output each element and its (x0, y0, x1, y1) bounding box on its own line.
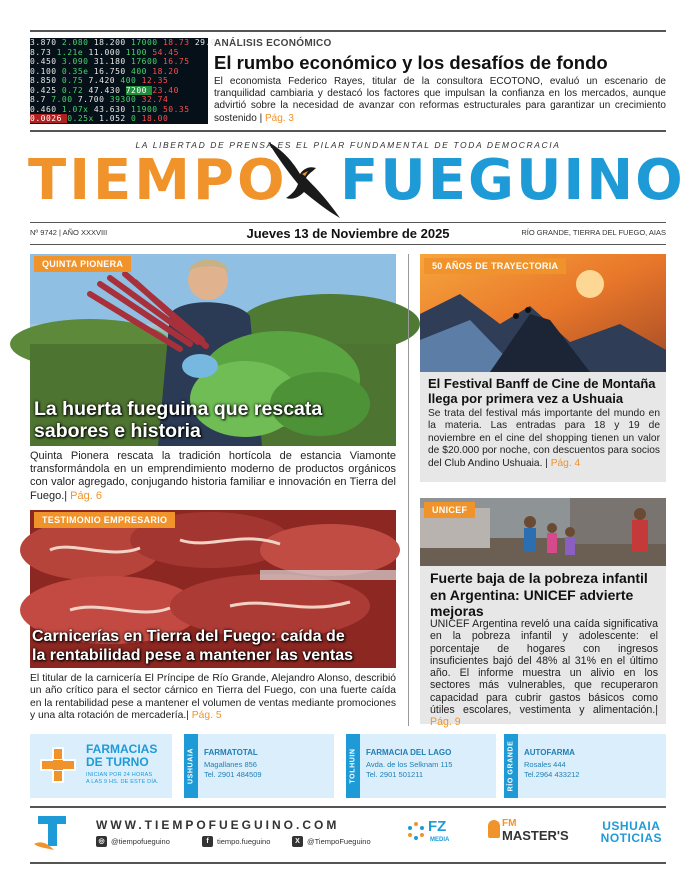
ticker-cell: 0 (131, 114, 142, 123)
microphone-icon (488, 820, 500, 838)
x-icon: X (292, 836, 303, 847)
story2-headline[interactable] (32, 627, 402, 665)
ticker-cell: 16.75 (162, 57, 190, 66)
ticker-cell: 18.200 (93, 38, 132, 47)
story3-page-ref[interactable]: Pág. 4 (550, 457, 581, 469)
ticker-cell: 0.25x (67, 114, 100, 123)
pharmacy-address: Rosales 444 (524, 760, 566, 769)
ushuaia-noticias-line1: USHUAIA (602, 819, 661, 833)
pharmacy-city-label (346, 734, 360, 798)
ticker-cell: 11.000 (88, 47, 126, 57)
ticker-cell: 54.45 (152, 47, 179, 57)
pharmacy-city-ushuaia: USHUAIA (187, 747, 195, 785)
pharmacy-city-rio-grande: RÍO GRANDE (507, 740, 515, 792)
top-body-text: El economista Federico Rayes, titular de la consultora ECOTONO, evaluó un escenario de tranquilidad cambiaria y destacó los factores que impulsan la confianza en los mercados, aunque advirtió sobre la necesidad de avanzar con reformas estructurales para garantizar un crecimiento sostenido | (214, 76, 666, 124)
pharmacy-city-tolhuin: TOLHUIN (349, 748, 357, 784)
story2-headline-line1: Carnicerías en Tierra del Fuego: caída de (32, 628, 345, 645)
ticker-row (30, 105, 208, 115)
ticker-cell: 7.700 (77, 95, 110, 104)
ticker-cell: 8.7 (30, 95, 52, 104)
ticker-cell: 23.40 (152, 85, 179, 95)
top-page-ref[interactable]: Pág. 3 (264, 112, 294, 124)
ticker-cell: 1.07x (61, 104, 94, 114)
ticker-row (30, 67, 208, 77)
pharmacies-on-duty (30, 734, 666, 798)
story2-headline-line2: la rentabilidad pese a mantener las ventas (32, 647, 354, 664)
top-body (214, 76, 666, 125)
pharmacy-phone: Tel. 2901 484509 (204, 770, 262, 779)
pharmacy-note-line2: A LAS 9 HS. DE ESTE DÍA. (86, 779, 159, 785)
ticker-cell: 0.460 (30, 104, 62, 114)
meta-bottom-rule (30, 244, 666, 245)
story3-body (428, 408, 660, 470)
ticker-cell: 2.080 (61, 38, 94, 47)
x-link[interactable] (292, 836, 371, 847)
meta-top-rule (30, 222, 666, 223)
ticker-cell: 50.35 (162, 104, 190, 114)
issue-place: RÍO GRANDE, TIERRA DEL FUEGO, AIAS (521, 228, 666, 237)
story1-tag: QUINTA PIONERA (34, 256, 131, 272)
ticker-cell: 7200 (125, 85, 153, 95)
x-handle: @TiempoFueguino (307, 837, 371, 846)
ticker-row (30, 48, 208, 58)
ticker-cell: 1.21e (56, 47, 89, 57)
top-rule (30, 30, 666, 32)
story1-body (30, 450, 396, 503)
pharmacy-title (86, 743, 157, 769)
footer-top-rule (30, 806, 666, 808)
ushuaia-noticias-logo[interactable] (601, 820, 662, 844)
pharmacy-ushuaia[interactable] (184, 734, 334, 798)
pharmacy-title-line2: DE TURNO (86, 755, 149, 769)
footer-bottom-rule (30, 862, 666, 864)
story2-body (30, 673, 396, 723)
story1-headline-line1: La huerta fueguina que rescata (34, 398, 323, 420)
story4-body (430, 618, 658, 729)
ticker-cell: 8.850 (30, 76, 62, 85)
ticker-cell: 32.74 (141, 95, 169, 104)
story1-body-text: Quinta Pionera rescata la tradición hortícola de estancia Viamonte transformándola en un emprendimiento moderno de productos orgánicos con valor agregado, conjugando historia familiar e innovación en Tierra del Fuego.| (30, 450, 396, 502)
site-url-link[interactable]: WWW.TIEMPOFUEGUINO.COM (96, 818, 340, 832)
pharmacy-rio-grande[interactable] (504, 734, 666, 798)
story1-page-ref[interactable]: Pág. 6 (70, 489, 102, 502)
ticker-row (30, 57, 208, 67)
unicef-story[interactable] (420, 498, 666, 729)
ticker-cell: 3.870 (30, 38, 62, 47)
pharmacy-address: Avda. de los Selknam 115 (366, 760, 453, 769)
fz-text: FZ (428, 818, 447, 835)
pharmacy-tolhuin[interactable] (346, 734, 496, 798)
pharmacy-name: AUTOFARMA (524, 748, 575, 757)
pharmacy-note (86, 772, 159, 786)
economic-analysis-teaser[interactable] (30, 34, 666, 124)
ticker-cell: 11900 (131, 104, 163, 114)
ticker-row (30, 95, 208, 105)
story1-headline-line2: sabores e historia (34, 420, 201, 442)
ticker-cell: 0.72 (61, 85, 89, 95)
fm-label: FM (502, 818, 517, 829)
motto: LA LIBERTAD DE PRENSA ES EL PILAR FUNDAMENTAL DE TODA DEMOCRACIA (135, 140, 561, 150)
ticker-cell: 18.73 (162, 38, 195, 47)
fz-dots-icon (406, 821, 426, 841)
story3-tag: 50 AÑOS DE TRAYECTORIA (424, 258, 566, 274)
ticker-cell: 0.425 (30, 85, 62, 95)
albatross-logo-icon (262, 138, 344, 222)
ticker-cell: 7.00 (51, 95, 78, 104)
issue-meta-bar (30, 226, 666, 240)
masthead-top-rule (30, 130, 666, 132)
story1-headline[interactable] (34, 398, 394, 442)
ticker-row (30, 114, 208, 124)
story2-page-ref[interactable]: Pág. 5 (191, 710, 222, 722)
ticker-cell: 0.75 (61, 76, 89, 85)
story2-body-text: El titular de la carnicería El Príncipe de Río Grande, Alejandro Alonso, describió un año crítico para el sector cárnico en Tierra del Fuego, con una fuerte caída en la rentabilidad pese a mantener el volumen de ventas mediante promociones y una alta rotación de mercadería.| (30, 673, 396, 722)
footer (30, 810, 666, 860)
stock-ticker-image (30, 38, 217, 124)
ticker-cell: 39300 (109, 95, 142, 104)
ticker-cell: 17000 (131, 38, 163, 47)
ticker-cell: 47.430 (88, 85, 126, 95)
brand-tiempo: TIEMPO (28, 148, 288, 213)
brand-fueguino: FUEGUINO (340, 148, 685, 213)
story4-tag: UNICEF (424, 502, 475, 518)
ticker-cell: 8.73 (30, 47, 57, 57)
ticker-cell: 29.0 (194, 38, 217, 47)
ticker-row (30, 38, 217, 48)
instagram-handle: @tiempofueguino (111, 837, 170, 846)
ticker-row (30, 76, 208, 86)
ticker-cell: 3.090 (61, 57, 94, 66)
top-headline[interactable]: El rumbo económico y los desafíos de fondo (214, 52, 608, 73)
issue-date: Jueves 13 de Noviembre de 2025 (246, 226, 450, 241)
pharmacy-brand-box (30, 734, 172, 798)
ticker-cell: 0.450 (30, 57, 62, 66)
pharmacy-cross-icon (40, 747, 76, 783)
ticker-cell: 7.420 (88, 76, 121, 85)
story4-page-ref[interactable]: Pág. 9 (430, 716, 461, 729)
facebook-icon: f (202, 836, 213, 847)
story3-body-text: Se trata del festival más importante del mundo en la materia. Las entradas para 18 y 19 de noviembre en el cine del shopping tienen un valor de $20.000 por noche, con descuentos para socios del Club Andino Ushuaia. | (428, 408, 660, 469)
ticker-cell: 0.35e (61, 66, 94, 76)
story2-tag: TESTIMONIO EMPRESARIO (34, 512, 175, 528)
instagram-link[interactable] (96, 836, 170, 847)
ticker-cell: 12.35 (141, 76, 169, 85)
issue-number: Nº 9742 | AÑO XXXVIII (30, 228, 108, 237)
ticker-cell: 0.0026 (30, 114, 68, 123)
ticker-cell: 18.00 (141, 114, 169, 123)
ushuaia-noticias-line2: NOTICIAS (600, 831, 662, 845)
ticker-cell: 400 (120, 76, 142, 85)
pharmacy-name: FARMATOTAL (204, 748, 258, 757)
fm-name: MASTER'S (502, 828, 569, 843)
fz-sub: MEDIA (430, 837, 450, 843)
ticker-cell: 1100 (125, 47, 153, 57)
facebook-link[interactable] (202, 836, 270, 847)
story4-headline[interactable]: Fuerte baja de la pobreza infantil en Argentina: UNICEF advierte mejoras (430, 570, 648, 619)
pharmacy-title-line1: FARMACIAS (86, 742, 158, 756)
ticker-row (30, 86, 208, 96)
ticker-cell: 0.100 (30, 66, 62, 76)
ticker-cell: 17600 (131, 57, 163, 66)
pharmacy-phone: Tel. 2901 501211 (366, 770, 423, 779)
ticker-cell: 400 (131, 66, 153, 76)
story4-body-text: UNICEF Argentina reveló una caída significativa en la pobreza infantil y adolescente: el porcentaje de hogares con ingresos insuficientes bajó del 48% al 31% en el último año. El informe muestra un alivio en los sectores más vulnerables, que recuperaron capacidad para cubrir gastos básicos como útiles escolares, vestimenta y alimentación.| (430, 618, 658, 717)
column-divider (408, 254, 409, 726)
story3-headline[interactable]: El Festival Banff de Cine de Montaña llega por primera vez a Ushuaia (428, 376, 656, 406)
pharmacy-city-label (184, 734, 198, 798)
pharmacy-note-line1: INICIAN POR 24 HORAS (86, 772, 153, 778)
facebook-handle: tiempo.fueguino (217, 837, 271, 846)
pharmacy-phone: Tel.2964 433212 (524, 770, 580, 779)
ticker-cell: 16.750 (93, 66, 132, 76)
top-kicker: ANÁLISIS ECONÓMICO (214, 38, 332, 49)
ticker-cell: 43.630 (93, 104, 132, 114)
pharmacy-city-label (504, 734, 518, 798)
instagram-icon: ◎ (96, 836, 107, 847)
ticker-cell: 31.180 (93, 57, 132, 66)
pharmacy-name: FARMACIA DEL LAGO (366, 748, 452, 757)
pharmacy-address: Magallanes 856 (204, 760, 257, 769)
tiempo-t-logo-icon (34, 814, 70, 854)
banff-festival-story[interactable] (420, 254, 666, 482)
ticker-cell: 1.052 (99, 114, 132, 123)
ticker-cell: 18.20 (152, 66, 179, 76)
fz-media-logo[interactable] (406, 818, 466, 848)
